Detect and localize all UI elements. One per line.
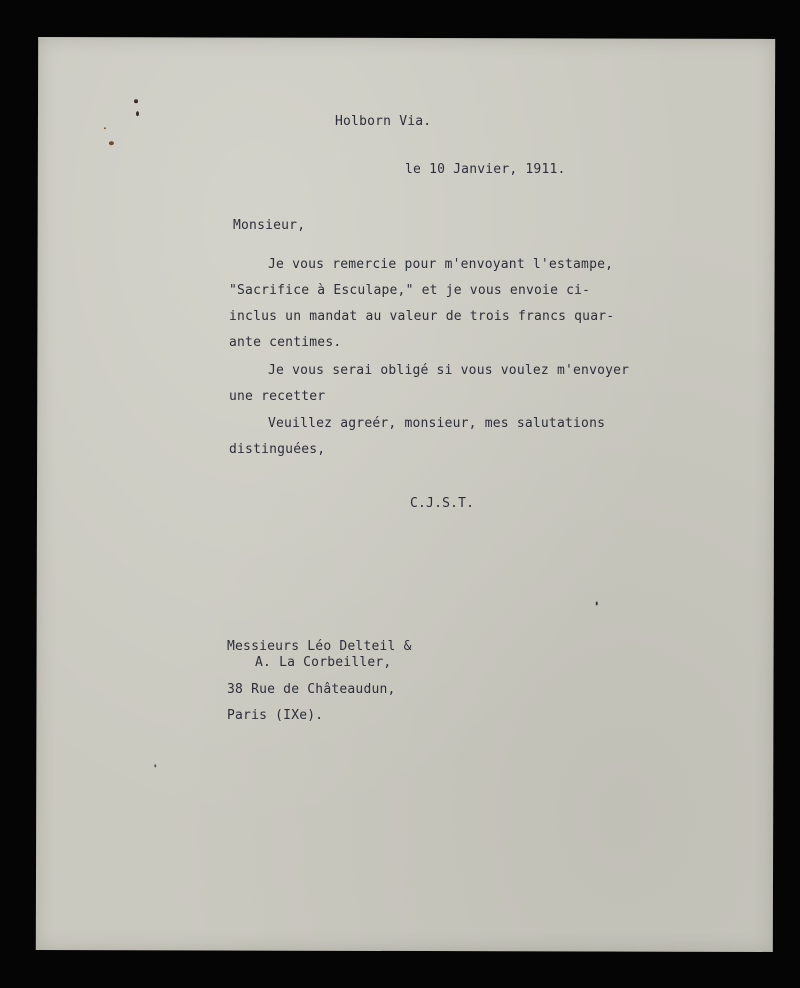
ink-speck xyxy=(134,99,138,103)
address-line: Messieurs Léo Delteil & xyxy=(227,639,412,654)
address-line: A. La Corbeiller, xyxy=(255,655,392,670)
body-line: Je vous remercie pour m'envoyant l'estampe, xyxy=(268,257,614,272)
body-line: une recetter xyxy=(229,389,326,404)
body-line: Je vous serai obligé si vous voulez m'envoyer xyxy=(268,363,630,378)
ink-speck xyxy=(596,601,598,605)
address-line: Paris (IXe). xyxy=(227,708,324,723)
ink-speck xyxy=(136,111,139,116)
body-line: ante centimes. xyxy=(229,335,342,350)
salutation: Monsieur, xyxy=(233,218,306,233)
body-line: distinguées, xyxy=(229,442,326,457)
ink-speck xyxy=(109,141,114,145)
date-line: le 10 Janvier, 1911. xyxy=(405,162,566,177)
ink-speck xyxy=(154,764,156,767)
signature-initials: C.J.S.T. xyxy=(410,496,475,511)
ink-speck xyxy=(104,127,106,129)
place-line: Holborn Via. xyxy=(335,114,432,129)
body-line: Veuillez agreér, monsieur, mes salutations xyxy=(268,416,606,431)
body-line: "Sacrifice à Esculape," et je vous envoie ci- xyxy=(229,283,591,298)
address-line: 38 Rue de Châteaudun, xyxy=(227,682,396,697)
body-line: inclus un mandat au valeur de trois francs quar- xyxy=(229,309,615,324)
